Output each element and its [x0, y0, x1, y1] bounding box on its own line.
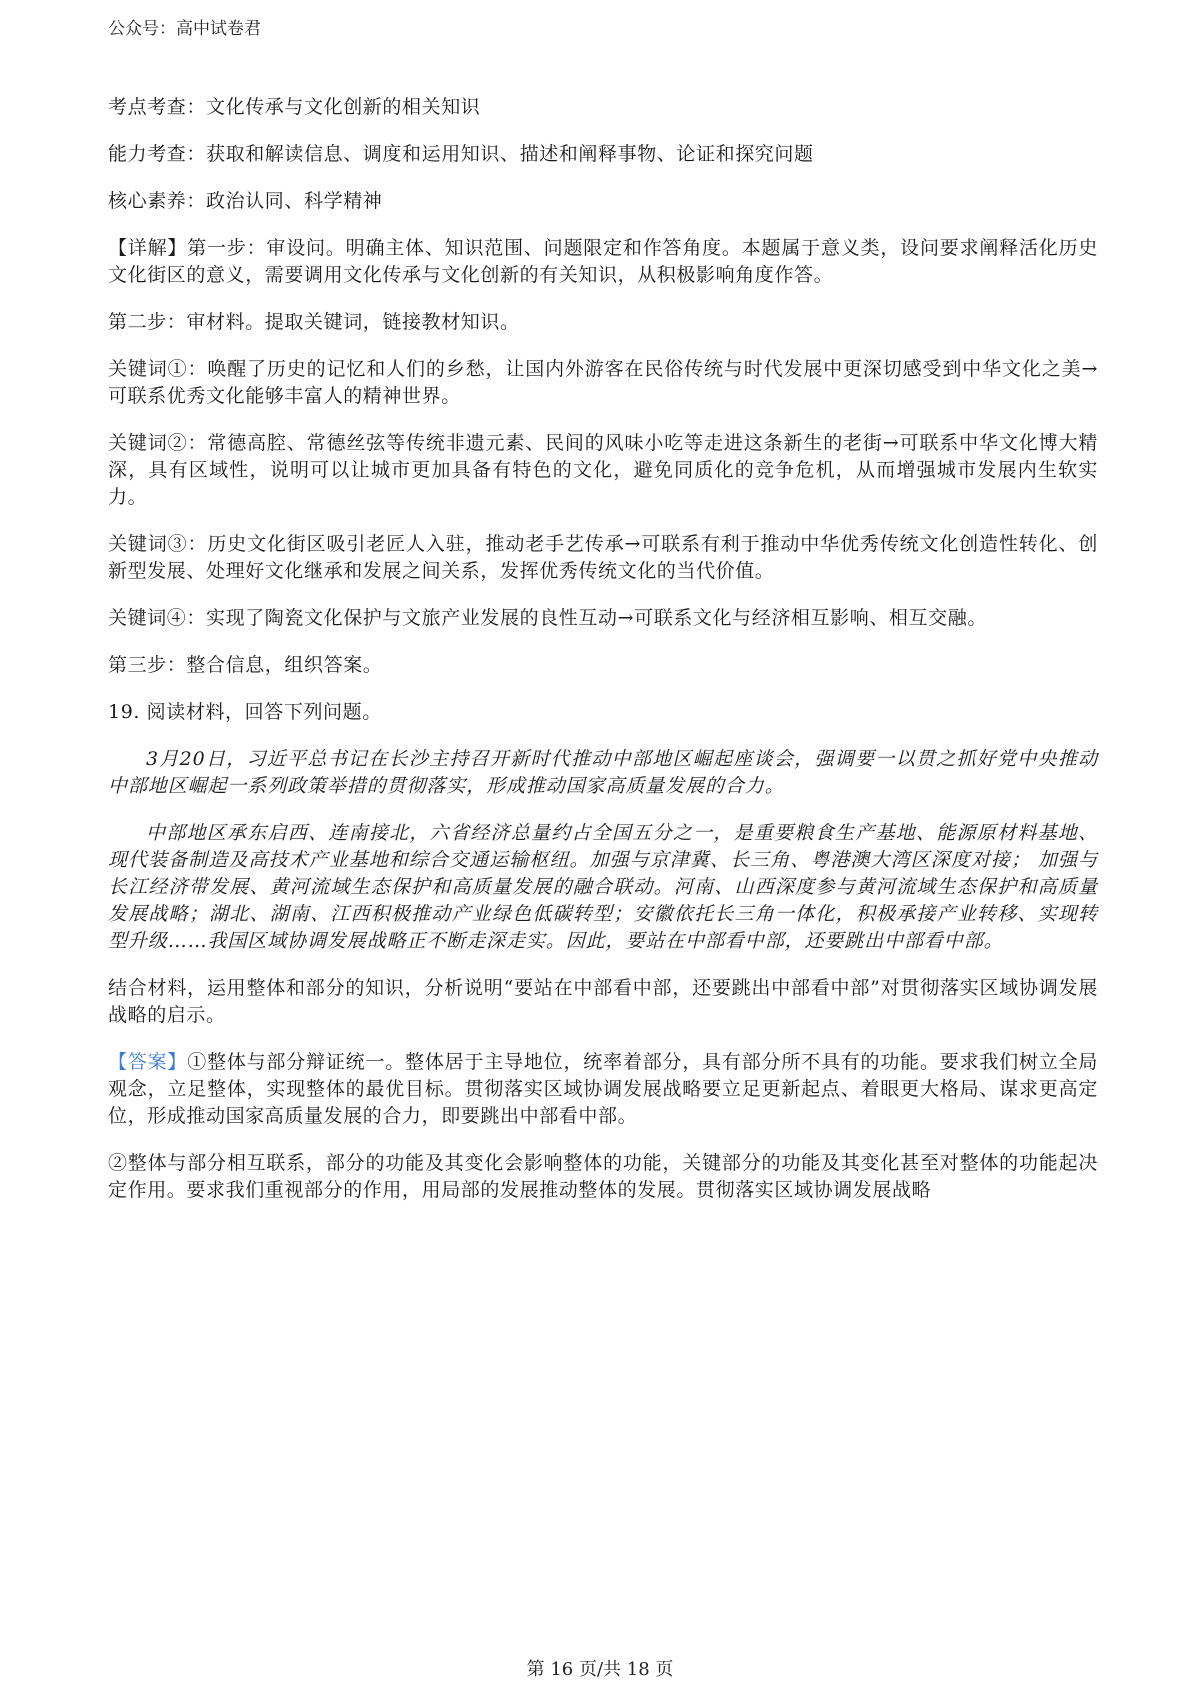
step3-line: 第三步：整合信息，组织答案。 [108, 654, 383, 676]
keyword-4: 关键词④：实现了陶瓷文化保护与文旅产业发展的良性互动→可联系文化与经济相互影响、相互交融。 [108, 607, 987, 629]
nengli-line: 能力考查：获取和解读信息、调度和运用知识、描述和阐释事物、论证和探究问题 [108, 143, 814, 165]
material-paragraph-2: 中部地区承东启西、连南接北，六省经济总量约占全国五分之一，是重要粮食生产基地、能源原材料基地、现代装备制造及高技术产业基地和综合交通运输枢纽。加强与京津冀、长三角、粤港澳大湾区深度对接； 加强与长江经济带发展、黄河流域生态保护和高质量发展的融合联动。河南、山西深度参与黄河流域生态保护和高质量发展战略；湖北、湖南、江西积极推动产业绿色低碳转型；安徽依托长三角一体化，积极承接产业转移、实现转型升级……我国区域协调发展战略正不断走深走实。因此，要站在中部看中部，还要跳出中部看中部。 [108, 822, 1098, 952]
answer-paragraph-2: ②整体与部分相互联系，部分的功能及其变化会影响整体的功能，关键部分的功能及其变化甚至对整体的功能起决定作用。要求我们重视部分的作用，用局部的发展推动整体的发展。贯彻落实区域协调发展战略 [108, 1152, 1098, 1201]
answer-tag: 【答案】 [108, 1051, 188, 1073]
keyword-1: 关键词①：唤醒了历史的记忆和人们的乡愁，让国内外游客在民俗传统与时代发展中更深切感受到中华文化之美→可联系优秀文化能够丰富人的精神世界。 [108, 358, 1098, 407]
xiangjie-paragraph [108, 235, 1098, 289]
source-header: 公众号：高中试卷君 [108, 19, 261, 39]
step2-line: 第二步：审材料。提取关键词，链接教材知识。 [108, 311, 520, 333]
answer-paragraph-1 [108, 1049, 1098, 1130]
question-title: 19. 阅读材料，回答下列问题。 [108, 701, 382, 723]
keyword-2: 关键词②：常德高腔、常德丝弦等传统非遗元素、民间的风味小吃等走进这条新生的老街→可联系中华文化博大精深，具有区域性，说明可以让城市更加具备有特色的文化，避免同质化的竞争危机，从而增强城市发展内生软实力。 [108, 432, 1098, 508]
suyang-line: 核心素养：政治认同、科学精神 [108, 190, 383, 212]
page-content [108, 94, 1098, 1224]
page-number: 第 16 页/共 18 页 [526, 1659, 674, 1680]
material-paragraph-1: 3月20日，习近平总书记在长沙主持召开新时代推动中部地区崛起座谈会，强调要一以贯之抓好党中央推动中部地区崛起一系列政策举措的贯彻落实，形成推动国家高质量发展的合力。 [108, 748, 1098, 797]
keyword-3: 关键词③：历史文化街区吸引老匠人入驻，推动老手艺传承→可联系有利于推动中华优秀传统文化创造性转化、创新型发展、处理好文化继承和发展之间关系，发挥优秀传统文化的当代价值。 [108, 533, 1098, 582]
xiangjie-text: 第一步：审设问。明确主体、知识范围、问题限定和作答角度。本题属于意义类，设问要求阐释活化历史文化街区的意义，需要调用文化传承与文化创新的有关知识，从积极影响角度作答。 [108, 237, 1098, 286]
question-prompt: 结合材料，运用整体和部分的知识，分析说明“要站在中部看中部，还要跳出中部看中部”对贯彻落实区域协调发展战略的启示。 [108, 977, 1098, 1026]
xiangjie-label: 【详解】 [108, 237, 188, 259]
answer-text-1: ①整体与部分辩证统一。整体居于主导地位，统率着部分，具有部分所不具有的功能。要求我们树立全局观念，立足整体，实现整体的最优目标。贯彻落实区域协调发展战略要立足更新起点、着眼更大格局、谋求更高定位，形成推动国家高质量发展的合力，即要跳出中部看中部。 [108, 1051, 1098, 1127]
kaodian-line: 考点考查：文化传承与文化创新的相关知识 [108, 96, 481, 118]
